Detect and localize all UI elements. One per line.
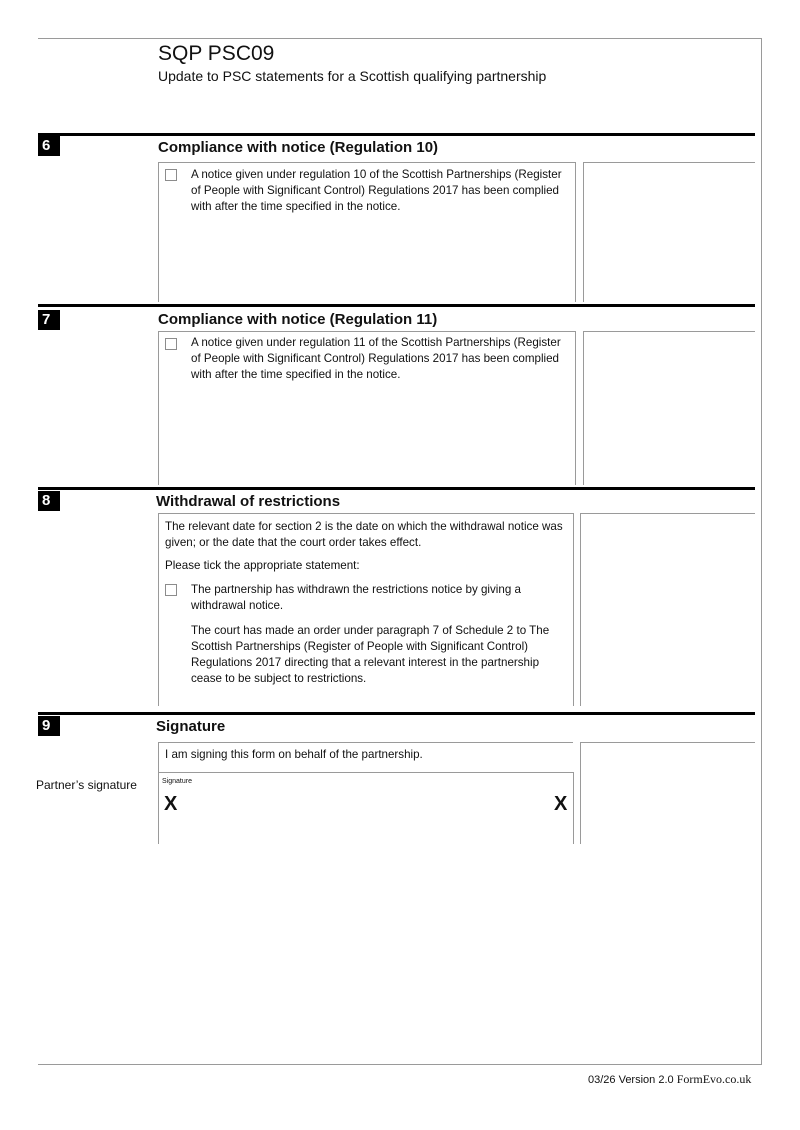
section-7-box-right: [575, 331, 576, 485]
section-8-option-1: The partnership has withdrawn the restrictions notice by giving a withdrawal notice.: [191, 583, 521, 612]
section-7-title: Compliance with notice (Regulation 11): [158, 311, 438, 328]
section-8-rule: [38, 487, 755, 490]
section-8-title: Withdrawal of restrictions: [156, 493, 341, 510]
signature-caption: Signature: [162, 778, 192, 785]
form-code: SQP PSC09: [158, 42, 275, 65]
section-8-number: 8: [38, 491, 60, 511]
section-8-margin-top: [580, 513, 755, 514]
section-6-margin-left: [583, 162, 584, 302]
signature-mark-left: X: [164, 793, 178, 815]
footer-version: 03/26 Version 2.0: [588, 1074, 674, 1086]
section-8-box-right: [573, 513, 574, 706]
section-6-margin-top: [583, 162, 755, 163]
section-6-box-right: [575, 162, 576, 302]
section-7-box-top: [158, 331, 575, 332]
section-6-title: Compliance with notice (Regulation 10): [158, 139, 439, 156]
section-7-option-text: A notice given under regulation 11 of the Scottish Partnerships (Register of People with Significant Control) Regulations 2017 has been complied with after the time specified in the notice.: [191, 336, 561, 381]
section-8-box-left: [158, 513, 159, 706]
bottom-border: [38, 1064, 762, 1065]
form-subtitle: Update to PSC statements for a Scottish qualifying partnership: [158, 68, 547, 84]
section-9-rule: [38, 712, 755, 715]
section-7-box-left: [158, 331, 159, 485]
section-9-box-left: [158, 742, 159, 844]
section-7-rule: [38, 304, 755, 307]
section-8-box-top: [158, 513, 573, 514]
section-9-title: Signature: [156, 718, 226, 735]
section-7-checkbox[interactable]: [165, 338, 177, 350]
signature-field[interactable]: [180, 786, 550, 836]
section-6-rule: [38, 133, 755, 136]
section-6-box-left: [158, 162, 159, 302]
section-8-instruction: Please tick the appropriate statement:: [165, 559, 360, 572]
section-9-statement-divider: [158, 772, 573, 773]
section-9-margin-top: [580, 742, 755, 743]
section-9-signature-right: [573, 772, 574, 844]
footer: [588, 1072, 751, 1087]
right-border: [761, 38, 762, 1065]
section-7-margin-top: [583, 331, 755, 332]
footer-brand: FormEvo.co.uk: [676, 1072, 752, 1086]
section-6-box-top: [158, 162, 575, 163]
section-9-number: 9: [38, 716, 60, 736]
section-6-checkbox[interactable]: [165, 169, 177, 181]
signature-mark-right: X: [554, 793, 568, 815]
section-8-checkbox-withdrawal[interactable]: [165, 584, 177, 596]
section-7-margin-left: [583, 331, 584, 485]
section-7-number: 7: [38, 310, 60, 330]
section-8-intro: The relevant date for section 2 is the date on which the withdrawal notice was given; or the date that the court order takes effect.: [165, 520, 563, 549]
section-9-statement: I am signing this form on behalf of the partnership.: [165, 748, 423, 761]
section-6-option-text: A notice given under regulation 10 of the Scottish Partnerships (Register of People with Significant Control) Regulations 2017 has been complied with after the time specified in the notice.: [191, 168, 562, 213]
section-8-margin-left: [580, 513, 581, 706]
section-8-option-2: The court has made an order under paragraph 7 of Schedule 2 to The Scottish Partnerships (Register of People with Significant Control) Regulations 2017 directing that a relevant interest in the partnership cease to be subject to restrictions.: [191, 624, 550, 685]
section-9-box-top: [158, 742, 573, 743]
partner-signature-label: Partner’s signature: [36, 778, 137, 792]
section-6-number: 6: [38, 136, 60, 156]
top-border: [38, 38, 762, 39]
section-9-margin-left: [580, 742, 581, 844]
